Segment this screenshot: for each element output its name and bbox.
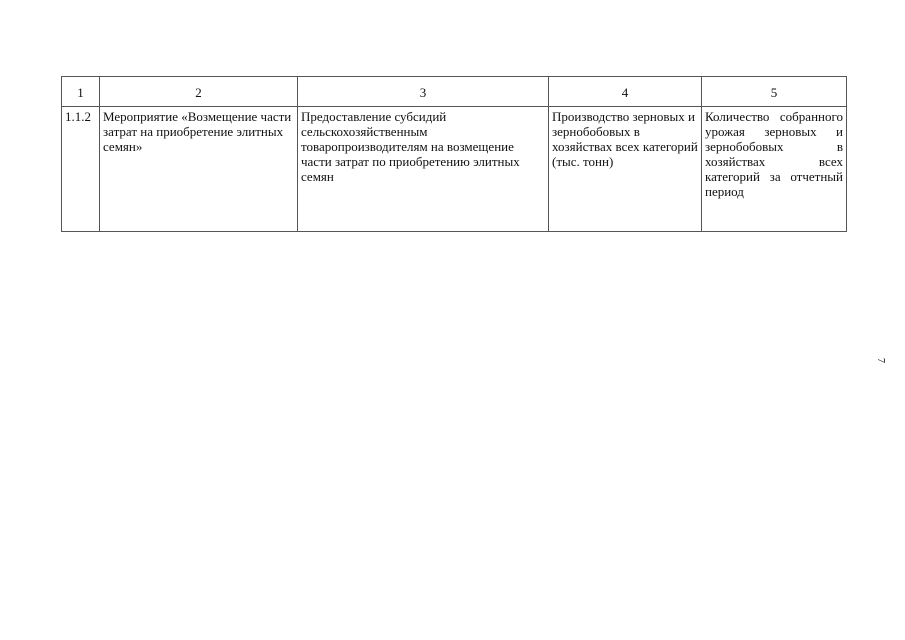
table-row <box>62 107 847 232</box>
header-col-3: 3 <box>298 77 549 107</box>
header-col-4: 4 <box>549 77 702 107</box>
program-table <box>61 76 847 232</box>
cell-description: Предоставление субсидий сельскохозяйственным товаропроизводителям на возмещение части затрат по приобретению элитных семян <box>298 107 549 232</box>
cell-indicator: Производство зерновых и зернобобовых в хозяйствах всех категорий (тыс. тонн) <box>549 107 702 232</box>
header-col-5: 5 <box>702 77 847 107</box>
cell-event: Мероприятие «Возмещение части затрат на приобретение элитных семян» <box>100 107 298 232</box>
header-col-1: 1 <box>62 77 100 107</box>
cell-calculation: Количество собранного урожая зерновых и зернобобовых в хозяйствах всех категорий за отчетный период <box>702 107 847 232</box>
cell-number: 1.1.2 <box>62 107 100 232</box>
page-number: 7 <box>875 358 886 363</box>
header-col-2: 2 <box>100 77 298 107</box>
header-row <box>62 77 847 107</box>
